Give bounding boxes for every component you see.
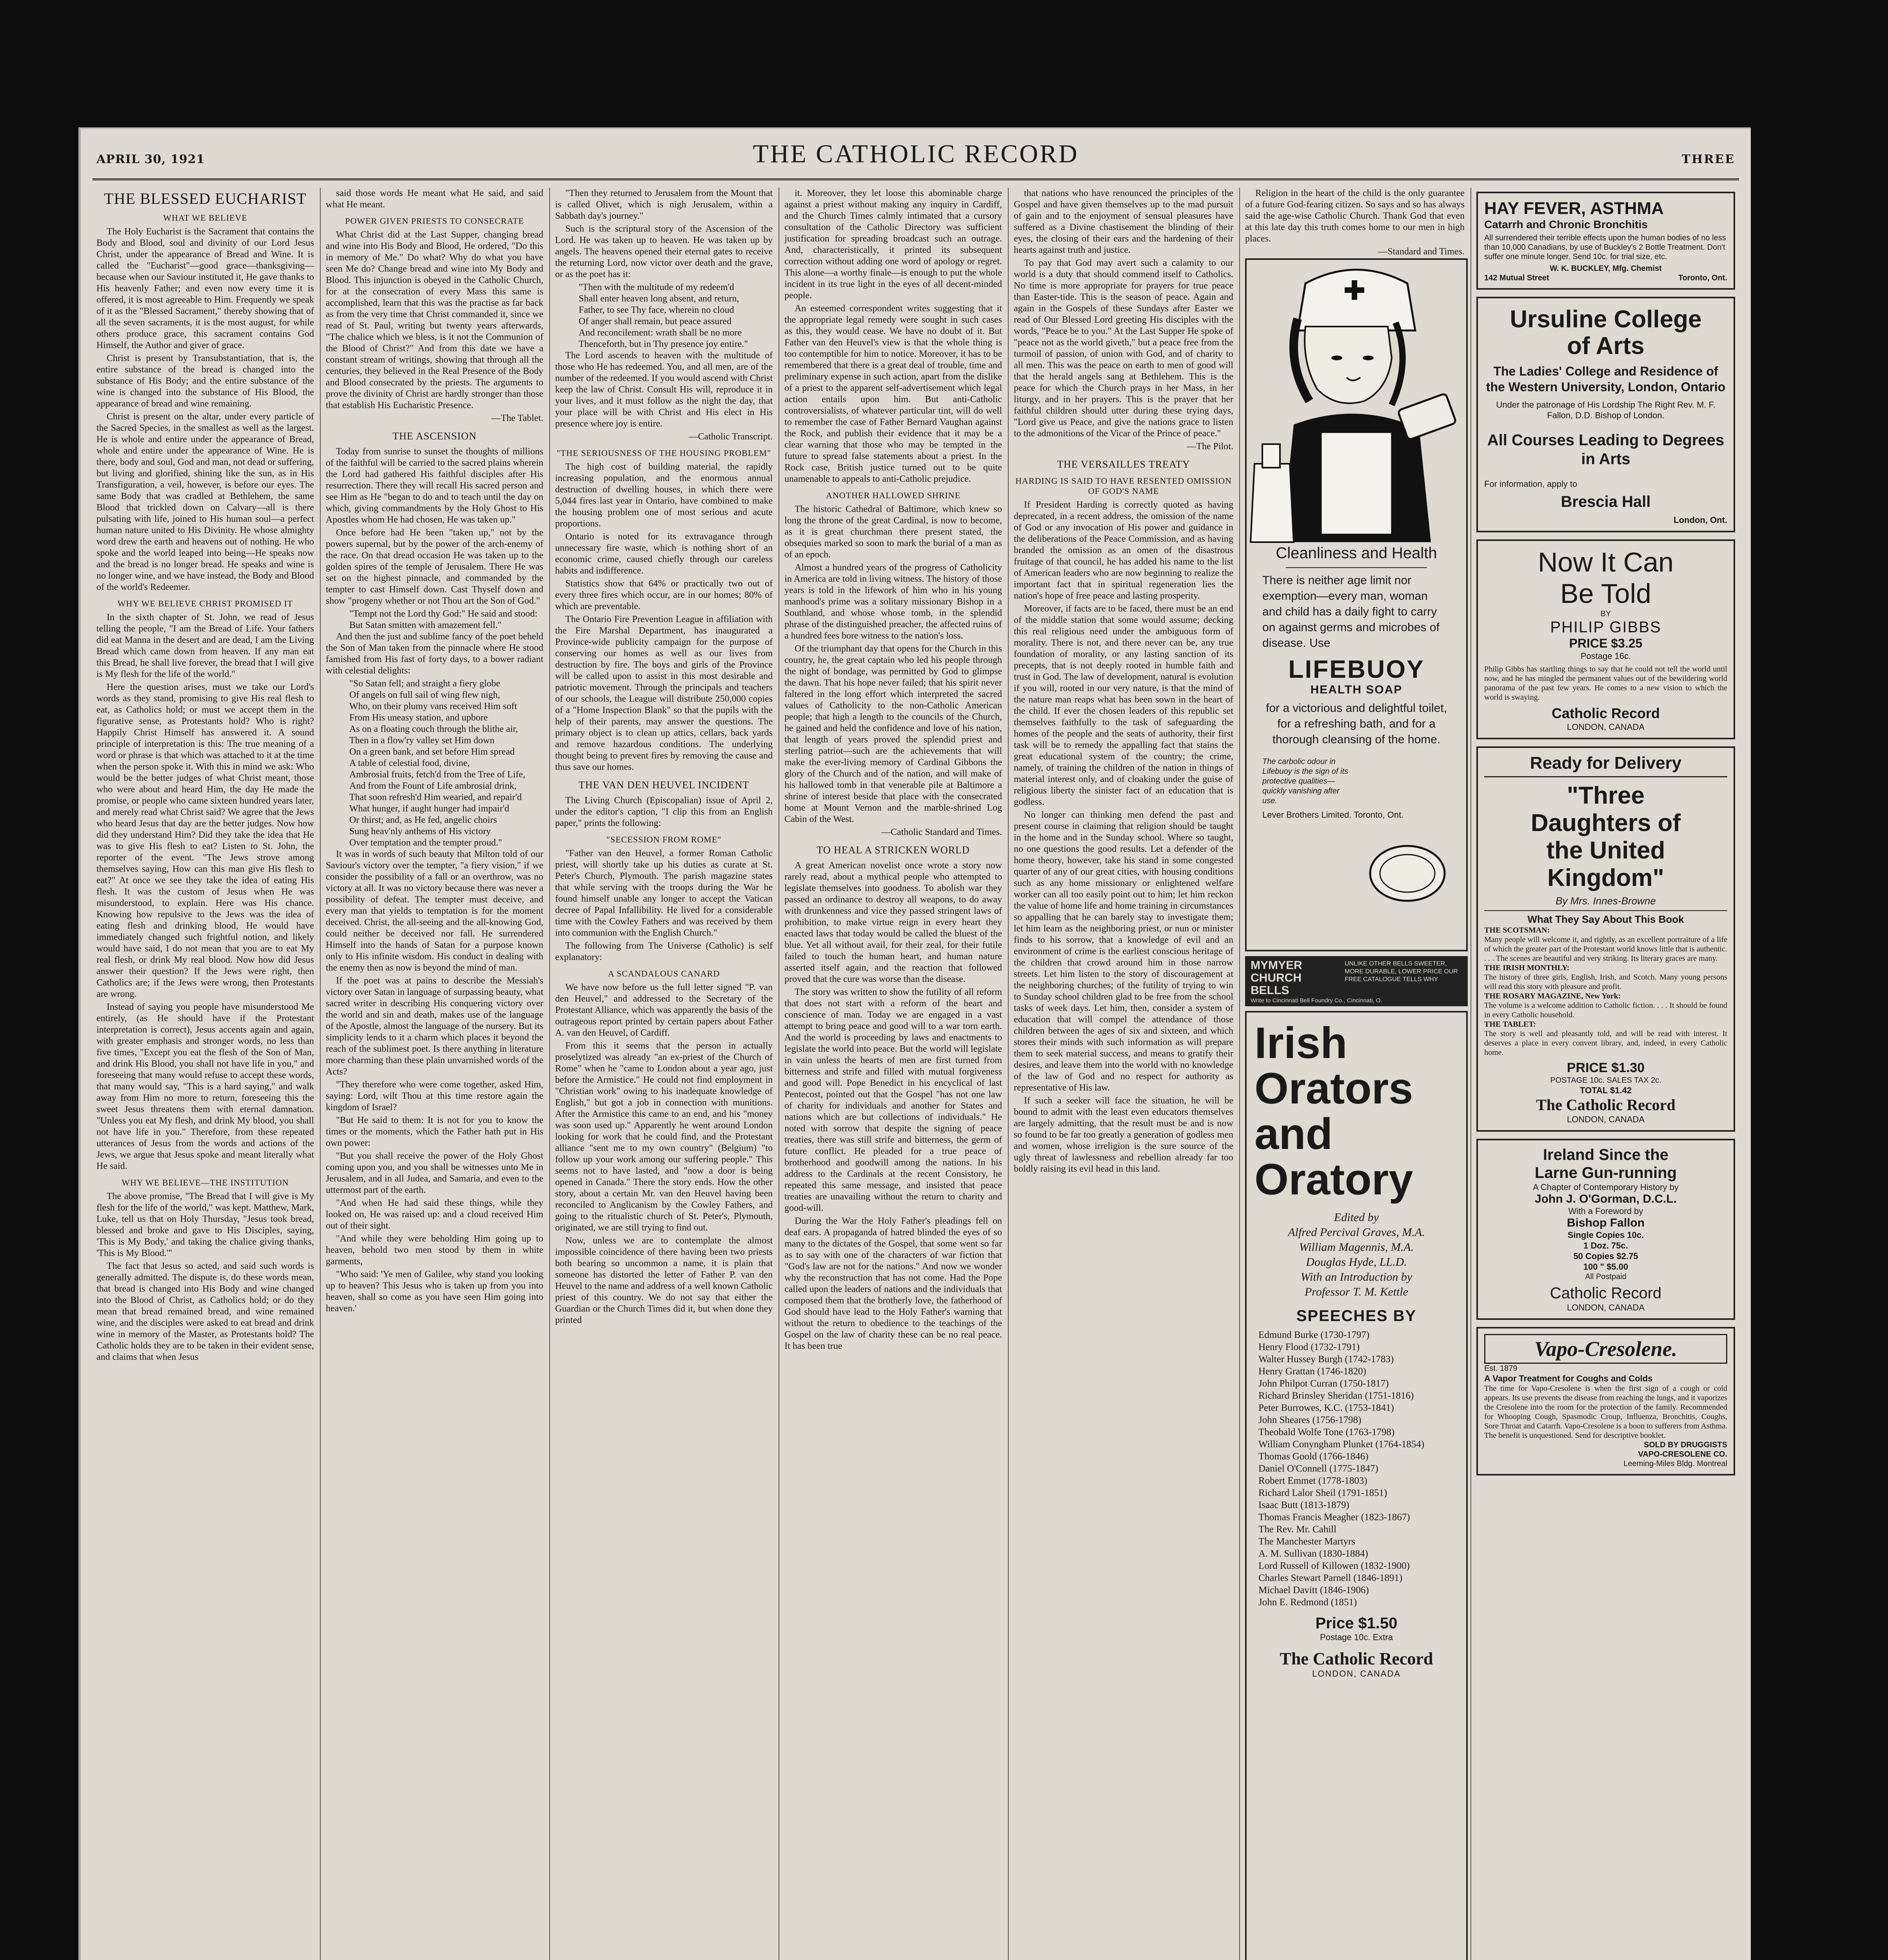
bell-brand-1: MYMYER — [1251, 959, 1302, 972]
editor: William Magennis, M.A. — [1299, 1241, 1414, 1254]
column-6-text — [1245, 188, 1465, 257]
ad-tag: A Vapor Treatment for Coughs and Colds — [1484, 1374, 1653, 1383]
verse-line: "Tempt not the Lord thy God:" He said and stood: — [349, 609, 537, 619]
ad-sub: The Ladies' College and Residence of the Western University, London, Ontario — [1486, 364, 1726, 394]
review-source: THE TABLET: — [1484, 1020, 1536, 1029]
subhead: A SCANDALOUS CANARD — [608, 969, 720, 978]
issue-date: APRIL 30, 1921 — [96, 152, 205, 166]
speech-author: William Conyngham Plunket (1764-1854) — [1258, 1439, 1425, 1450]
column-divider — [1470, 188, 1471, 1960]
verse-line: Of anger shall remain, but peace assured — [579, 316, 732, 327]
subhead: WHAT WE BELIEVE — [163, 213, 247, 223]
ad-title: the United — [1546, 837, 1665, 864]
verse-line: Ambrosial fruits, fetch'd from the Tree of Life, — [349, 769, 525, 780]
paragraph: "Father van den Heuvel, a former Roman Catholic priest, will shortly take up his duties as curate at St. Peter's Church, Plymouth. The parish magazine states that while serving with the troops during the War he found himself unable any longer to accept the Vatican decree of Papal Infallibility. He lived for a considerable time with the Cowley Fathers and was received by them into communion with the English Church." — [555, 848, 773, 938]
paragraph: Moreover, if facts are to be faced, there must be an end of the middle station that some would assume; decking this real religious need under the ambiguous form of morality. There is not, and there never can be, any true foundation of morality, or any lasting sanction of its precepts, that is not deeply rooted in humble faith and trust in God. The law of development, natural is evolution if you will, rooted in our very nature, is that the mind of the nature man reaps what has been sown in the heart of the child. If ever the chosen leaders of this republic set themselves faithfully to the task of safeguarding the homes of the people and the seats of authority, their first task will be to remedy the appalling fact that stains the great educational system of the country; the crime, namely, of training the children of the nation in things of material interest only, and of cloaking under the guise of religious liberty the sinister fact of an education that is godless. — [1014, 604, 1233, 807]
paragraph: The Living Church (Episcopalian) issue of April 2, under the editor's caption, "I clip this from an English paper," prints the following: — [555, 795, 773, 828]
subhead: WHY WE BELIEVE CHRIST PROMISED IT — [117, 599, 293, 608]
ad-title: HAY FEVER, ASTHMA — [1484, 199, 1664, 218]
ad-title: of Arts — [1567, 332, 1645, 359]
speech-author: Edmund Burke (1730-1797) — [1258, 1330, 1370, 1340]
soap-cake-icon — [1368, 844, 1447, 903]
title-line: and — [1254, 1109, 1333, 1158]
paragraph: The historic Cathedral of Baltimore, which knew so long the throne of the great Cardinal, is now to become, as it is great churchman there present stated, the obsequies marked so soon to mark the burial of a man as of an epoch. — [784, 504, 1002, 560]
paragraph: Statistics show that 64% or practically two out of every three fires which occur, are in our homes; 80% of which are preventable. — [555, 579, 773, 612]
verse-line: "So Satan fell; and straight a fiery globe — [349, 679, 501, 689]
paragraph: Once before had He been "taken up," not by the powers supernal, but by the power of the arch-enemy of the race. On that dread occasion He was taken up to the golden spires of the temple of Jerusalem. There He was set on the highest pinnacle, and commanded by the tempter to cast Himself down. Cast Thyself down and show "progeny whether or not Thou art the Son of God." — [326, 528, 543, 606]
intro-author: Professor T. M. Kettle — [1304, 1285, 1409, 1298]
verse-line: Thenceforth, but in Thy presence joy entire." — [579, 339, 748, 349]
vapo-cresolene-ad — [1476, 1327, 1735, 1475]
paragraph: What Christ did at the Last Supper, changing bread and wine into His Body and Blood, He ordered, "Do this in memory of Me." Do what? Why do what you have seen Me do? Change bread and wine into My Body and Blood. This injunction is obeyed in the Catholic Church, for at the consecration of every Mass this same is accomplished, learn that this was the practise as far back as from the very time that Christ commanded it, since we read of St. Paul, writing but twenty years afterwards, "The chalice which we bless, is it not the Communion of the Blood of Christ?" And from this date we have a constant stream of writings, showing that through all the centuries, they believed in the Real Presence of the Body and Blood consecrated by the priests. The arguments to prove the divinity of Christ are hardly stronger than those that establish His Eucharistic Presence. — [326, 230, 543, 410]
postage: Postage 10c. Extra — [1320, 1632, 1393, 1642]
irish-orators-ad — [1245, 1011, 1468, 1960]
ad-author: John J. O'Gorman, D.C.L. — [1534, 1192, 1677, 1205]
ad-title: Larne Gun-running — [1534, 1164, 1677, 1181]
paragraph: It was in words of such beauty that Milton told of our Saviour's victory over the tempter, "a fiery vision," if we consider the possibility of a fall or an overthrow, was no victory at all. It was no victory because there was never a possibility of defeat. The tempter must deceive, and every man that yields to temptation is for the moment deceived. Christ, the all-seeing and the all-knowing God, could neither be deceived nor fall. He surrendered Himself into the hands of Satan for a purpose known only to His infinite wisdom. His conduct in dealing with the enemy then as now is beyond the mind of man. — [326, 849, 543, 973]
paragraph: The following from The Universe (Catholic) is self explanatory: — [555, 941, 773, 962]
speech-author: Robert Emmet (1778-1803) — [1258, 1475, 1367, 1486]
page-number: THREE — [1681, 152, 1735, 166]
ad-sub: Catarrh and Chronic Bronchitis — [1484, 218, 1648, 230]
bell-brand-2: CHURCH — [1251, 971, 1302, 984]
article-title-heal-world: TO HEAL A STRICKEN WORLD — [817, 844, 970, 856]
title-line: Oratory — [1254, 1155, 1413, 1204]
speeches-heading: SPEECHES BY — [1296, 1307, 1417, 1325]
ad-by: BY — [1600, 610, 1611, 618]
column-2 — [326, 188, 543, 1960]
paragraph: The high cost of building material, the rapidly increasing population, and the enormous annual destruction of dwelling houses, in which there were 5,044 fires last year in Ontario, have combined to make the housing problem one of most serious and acute proportions. — [555, 462, 773, 529]
paragraph: The Ontario Fire Prevention League in affiliation with the Fire Marshal Department, has inaugurated a Province-wide publicity campaign for the purpose of conserving our homes as well as our lives from destruction by fire. The boys and girls of the Province will be called upon to assist in this most desirable and patriotic movement. Through the principals and teachers of our schools, the League will distribute 250,000 copies of a "Home Inspection Blank" so that the pupils with the help of their parents, may answer the questions. The primary object is to clean up attics, cellars, back yards and remove hazardous conditions. The underlying thought being to prevent fires by removing the cause and thus save our homes. — [555, 614, 773, 772]
speech-author: Theobald Wolfe Tone (1763-1798) — [1258, 1427, 1395, 1437]
source-credit: —Standard and Times. — [1378, 247, 1465, 257]
price: Price $1.50 — [1315, 1615, 1398, 1632]
ad-maker: W. K. BUCKLEY, Mfg. Chemist — [1550, 264, 1662, 273]
brand-name: LIFEBUOY — [1288, 655, 1425, 683]
speech-author: John Philpot Curran (1750-1817) — [1258, 1378, 1389, 1389]
speech-author: Thomas Francis Meagher (1823-1867) — [1258, 1512, 1410, 1523]
article-title-versailles: THE VERSAILLES TREATY — [1057, 459, 1190, 470]
speech-author: Walter Hussey Burgh (1742-1783) — [1258, 1354, 1394, 1365]
speech-author: Charles Stewart Parnell (1846-1891) — [1258, 1573, 1403, 1583]
gibbs-book-ad — [1476, 539, 1735, 739]
paragraph: Christ is present on the altar, under every particle of the Sacred Species, in the smallest as well as the largest. He is whole and entire under the appearance of Bread, whole and entire under the appearance of Wine. He is there, body and soul, God and man, not dead or suffering, but living and glorified, shining like the sun, as in His Transfiguration, a veil, however, is before our eyes. The same Body that was cradled at Bethlehem, the same Blood that trickled down on Calvary—all is there pulsating with life, joined to His human soul—a perfect human nature united to His Divinity. He whose almighty word drew the earth and heavens out of nothing. He who spoke and the world leaped into being—He speaks now and the bread is no longer bread. He speaks and wine is no longer wine, and we have instead, the Body and Blood of the world's Redeemer. — [96, 412, 314, 592]
brand-sub: HEALTH SOAP — [1310, 683, 1403, 696]
speech-author: A. M. Sullivan (1830-1884) — [1258, 1548, 1368, 1559]
paragraph: If the poet was at pains to describe the Messiah's victory over Satan in language of surpassing beauty, what sacred writer in describing His conquering victory over the world and sin and death, makes use of the language of the Apostle, almost the language of the nursery. But its simplicity lends to it a charm which places it beyond the reach of the sublimest poet. Is there anything in literature more charming than these plain unvarnished words of the Acts? — [326, 976, 543, 1077]
paragraph: A great American novelist once wrote a story now rarely read, about a mythical people who attempted to legislate themselves into goodness. To abolish war they passed an ordinance to destroy all weapons, to do away with drunkenness and vice they passed stringent laws of prohibition, to make virtue reign in every heart they enacted laws that today would be called the bluest of the blue. Yet all without avail, for their zeal, for their futile failed to touch the human heart, and human nature asserted itself again, and the reaction that followed proved that the cure was worse than the disease. — [784, 860, 1002, 984]
brand-name: Vapo-Cresolene. — [1484, 1334, 1727, 1364]
ad-fine-print: The carbolic odour in Lifebuoy is the sign of its protective qualities—quickly vanishing after use. — [1262, 757, 1349, 805]
verse-line: Who, on their plumy vans received Him soft — [349, 701, 517, 711]
paragraph: Of the triumphant day that opens for the Church in this country, he, the great captain who led his people through the night of bondage, was permitted by God to glimpse the dawn. That his hope never failed; that his spirit never faltered in the long effort which interpreted the sacred values of Catholicity to the non-Catholic American people; that high a length to the councils of the Church, he gained and held the confidence and love of his nation, that length of years proved the splendid priest and sterling patriot—such are the achievements that will make the ever-living memory of Cardinal Gibbons the glory of the Church and of the nation, and will make of his hallowed tomb in that venerable pile at Baltimore a shrine of interest beside that place with the consecrated home at Mount Vernon and the marble-shrined Log Cabin of the West. — [784, 644, 1002, 824]
speech-author: Richard Brinsley Sheridan (1751-1816) — [1258, 1390, 1414, 1401]
right-ad-column — [1476, 188, 1735, 1483]
bell-brand-3: BELLS — [1251, 984, 1289, 997]
ad-address: Leeming-Miles Bldg. Montreal — [1623, 1459, 1727, 1468]
ad-price-line: Single Copies 10c. — [1567, 1230, 1644, 1240]
verse-line: And reconcilement: wrath shall be no more — [579, 328, 742, 338]
ad-price: PRICE $3.25 — [1569, 636, 1643, 650]
article-title-ascension: THE ASCENSION — [392, 430, 477, 442]
review-text: The volume is a welcome addition to Catholic fiction. . . . It should be found in every Catholic household. — [1484, 1001, 1727, 1019]
ad-sold: SOLD BY DRUGGISTS — [1644, 1441, 1727, 1449]
masthead: THE CATHOLIC RECORD — [753, 140, 1079, 168]
article-title-housing: "THE SERIOUSNESS OF THE HOUSING PROBLEM" — [556, 448, 772, 458]
source-credit: —The Pilot. — [1187, 441, 1233, 452]
paragraph: To pay that God may avert such a calamity to our world is a duty that should commend itself to Catholics. No time is more appropriate for prayers for true peace than Easter-tide. This is the season of peace. Again and again in the Gospels of these Sundays after Easter we read of Our Blessed Lord greeting His disciples with the words, "Peace be to you." At the Last Supper He spoke of "peace not as the world giveth," but a peace free from the turmoil of passion, of union with God, and of charity to all men. This was the peace on earth to men of good will that the herald angels sang at Bethlehem. This is the peace for which the Church prays in her Mass, in her liturgy, and in her prayers. This is the prayer that her faithful children should utter during these trying days, "Lord give us Peace, and give the nations grace to listen to the admonitions of the Vicar of the Prince of peace." — [1014, 258, 1233, 439]
review-text: Many people will welcome it, and rightly, as an excellent portraiture of a life of which the greater part of the Protestant world knows little that is authentic. . . . The scenes are beautiful and very striking. Its literary graces are many. — [1484, 935, 1727, 963]
article-title-eucharist: THE BLESSED EUCHARIST — [104, 190, 307, 207]
verse-line: Or thirst; and, as He fed, angelic choirs — [349, 815, 497, 825]
paragraph: that nations who have renounced the principles of the Gospel and have given themselves up to the mad pursuit of gain and to the enjoyment of sensual pleasures have suffered as a Divine chastisement the blinding of their eyes, the closing of their ears and the hardening of their hearts against truth and justice. — [1014, 188, 1233, 255]
editor: Alfred Percival Graves, M.A. — [1288, 1226, 1425, 1239]
bell-write: Write to Cincinnati Bell Foundry Co., Cincinnati, O. — [1251, 997, 1382, 1004]
ad-price: PRICE $1.30 — [1567, 1060, 1645, 1075]
ad-price-line: 100 " $5.00 — [1583, 1262, 1628, 1272]
paragraph: "Who said: 'Ye men of Galilee, why stand you looking up to heaven? This Jesus who is taken up from you into heaven, shall so come as you have seen Him going into heaven.' — [326, 1269, 543, 1314]
verse-line: Over temptation and the tempter proud." — [349, 838, 502, 848]
ad-body: All surrendered their terrible effects upon the human bodies of no less than 10,000 Canadians, by use of Buckley's 2 Bottle Treatment. Don't suffer one minute longer. Send 10c. for trial size, etc. — [1484, 234, 1726, 261]
paragraph: "They therefore who were come together, asked Him, saying: Lord, wilt Thou at this time restore again the kingdom of Israel? — [326, 1080, 543, 1112]
speech-author: Richard Lalor Sheil (1791-1851) — [1258, 1488, 1387, 1498]
verse-line: But Satan smitten with amazement fell." — [349, 620, 502, 630]
paragraph: The fact that Jesus so acted, and said such words is generally admitted. The dispute is, do these words mean, that bread is changed into His Body and wine changed into the Blood of Christ, as Catholics hold; or do they mean that bread remained bread, and wine remained wine, and the disciples were asked to eat bread and drink wine in memory of the Master, as Protestants hold? The Catholic holds they are to be taken in their evident sense, and claims that when Jesus — [96, 1261, 314, 1362]
ad-title: Ursuline College — [1510, 306, 1702, 333]
subhead: POWER GIVEN PRIESTS TO CONSECRATE — [345, 216, 524, 226]
ad-body: There is neither age limit nor exemption—every man, woman and child has a daily fight to carry on against germs and microbes of disease. Use — [1262, 574, 1440, 650]
subhead: WHY WE BELIEVE—THE INSTITUTION — [122, 1178, 289, 1187]
lifebuoy-ad — [1245, 258, 1468, 951]
title-line: Orators — [1254, 1064, 1413, 1113]
paragraph: "But you shall receive the power of the Holy Ghost coming upon you, and you shall be witnesses unto Me in Jerusalem, and in all Judea, and Samaria, and even to the uttermost part of the earth. — [326, 1151, 543, 1195]
verse-line: As on a floating couch through the blithe air, — [349, 724, 518, 734]
ad-body: Philip Gibbs has startling things to say that he could not tell the world until now, and he has mingled the permanent values out of the bewildering world panorama of the past few years. He comes to a new vision to which the world is swaying. — [1484, 665, 1727, 702]
paragraph: In the sixth chapter of St. John, we read of Jesus telling the people, "I am the Bread of Life. Your fathers did eat Manna in the desert and are dead, I am the Living Bread which came down from heaven. If any man eat this Bread, he shall live forever, the bread that I will give is My flesh for the life of the world." — [96, 612, 314, 679]
bell-brand — [1251, 959, 1302, 997]
ad-title: Ireland Since the — [1543, 1146, 1669, 1163]
ad-est: Est. 1879 — [1484, 1364, 1518, 1373]
article-title-shrine: ANOTHER HALLOWED SHRINE — [826, 490, 961, 500]
editor: Douglas Hyde, LL.D. — [1306, 1256, 1407, 1269]
paragraph: The Holy Eucharist is the Sacrament that contains the Body and Blood, soul and divinity of our Lord Jesus Christ, under the appearance of Bread and Wine. It is called the "Eucharist"—good grace—thanksgiving—because when our Saviour instituted it, He gave thanks to His heavenly Father; and even now every time it is offered, it is most agreeable to Him. Frequently we speak of it as the "Blessed Sacrament," thereby showing that of all the seven sacraments, it is the most august, for while others produce grace, this sacrament contains God Himself, the Author and giver of grace. — [96, 227, 314, 350]
verse-line: Father, to see Thy face, wherein no cloud — [579, 305, 734, 315]
ad-postage: Postage 16c. — [1580, 651, 1631, 661]
ad-publisher: Catholic Record — [1550, 1285, 1662, 1302]
book-title — [1247, 1013, 1466, 1202]
speech-author: Thomas Goold (1766-1846) — [1258, 1451, 1369, 1462]
verse-line: From His uneasy station, and upbore — [349, 713, 488, 723]
column-1 — [96, 188, 314, 1960]
column-3 — [555, 188, 773, 1960]
paragraph: said those words He meant what He said, and said what He meant. — [326, 188, 543, 210]
ad-postpaid: All Postpaid — [1585, 1272, 1627, 1281]
paragraph: Such is the scriptural story of the Ascension of the Lord. He was taken up to heaven. He was taken up by angels. The heavens opened their eternal gates to receive the returning Lord, now victor over death and the grave, or as the poet has it: — [555, 224, 773, 279]
ad-price-line: 1 Doz. 75c. — [1583, 1241, 1628, 1250]
subhead: "SECESSION FROM ROME" — [606, 835, 722, 844]
ad-title: Cleanliness and Health — [1276, 544, 1437, 562]
page-header — [81, 136, 1751, 175]
paragraph: If President Harding is correctly quoted as having deprecated, in a recent address, the omission of the name of God or any invocation of His power and guidance in the deliberations of the Peace Commission, and as having branded the omission as an omen of the disastrous fruitage of that council, he has added his name to the list of American leaders who are now beginning to realize the important fact that in spiritual regeneration lies the nation's hope of free peace and lasting prosperity. — [1014, 500, 1233, 601]
paragraph: Now, unless we are to contemplate the almost impossible coincidence of there having been two priests both bearing so uncommon a name, it is plain that someone has distorted the letter of Father P. van den Heuvel to the name and address of a well known Catholic priest of this country. We do not say that either the Guardian or the Church Times did it, but when done they printed — [555, 1236, 773, 1325]
paragraph: "Then they returned to Jerusalem from the Mount that is called Olivet, which is nigh Jerusalem, within a Sabbath day's journey." — [555, 188, 773, 221]
bell-tag: UNLIKE OTHER BELLS SWEETER, MORE DURABLE, LOWER PRICE OUR FREE CATALOGUE TELLS WHY — [1345, 960, 1458, 983]
verse-line: Of angels on full sail of wing flew nigh, — [349, 690, 500, 700]
paragraph: The Lord ascends to heaven with the multitude of those who He has redeemed. You, and all men, are of the number of the redeemed. If you would ascend with Christ keep the law of Christ. Consult His will, reproduce it in your lives, and it must follow as the night the day, that your place will be with Christ and His elect in His presence where joy is entire. — [555, 350, 773, 429]
ad-body-2: for a victorious and delightful toilet, for a refreshing bath, and for a thorough cleansing of the home. — [1266, 702, 1447, 746]
source-credit: —The Tablet. — [491, 413, 543, 423]
intro-by: With an Introduction by — [1300, 1270, 1412, 1283]
publisher-city: LONDON, CANADA — [1312, 1669, 1401, 1679]
ad-publisher: Catholic Record — [1551, 705, 1660, 721]
ursuline-ad — [1476, 297, 1735, 532]
ad-foreword: With a Foreword by — [1568, 1206, 1643, 1216]
ad-address: 142 Mutual Street — [1484, 274, 1549, 282]
title-line: Irish — [1254, 1018, 1347, 1067]
review-text: The history of three girls, English, Irish, and Scotch. Many young persons will read this story with pleasure and profit. — [1484, 973, 1727, 991]
ad-city: Toronto, Ont. — [1678, 274, 1727, 282]
verse-line: On a green bank, and set before Him spread — [349, 747, 515, 757]
paragraph: From this it seems that the person in actually proselytized was already "an ex-priest of the Church of Rome" when he "came to London about a year ago, just before the Armistice." He could not find employment in "Christian work" owing to his inadequate knowledge of English," but got a job in connection with munitions. After the Armistice this came to an end, and his "money was soon used up." Apparently he went around London looking for work that he could find, and the Protestant alliance "sent me to my own country" (Belgium) "to follow up your work among our suffering people." This seems not to have lasted, and "now a door is being opened in Canada." There the story ends. How the other story, about a certain Mr. van den Heuvel having been reconciled to Anglicanism by the Cowley Fathers, and going to the ritualistic church of St. Peter's, Plymouth, originated, we are still trying to find out. — [555, 1041, 773, 1233]
ad-publisher: The Catholic Record — [1536, 1096, 1676, 1114]
paragraph: No longer can thinking men defend the past and present course in claiming that religion should be taught in the home and in the Sunday school. Where so taught, no one questions the good results. Let a defender of the home theory, however, take his stand in some congested quarter of any of our great cities, with housing conditions such as any home missionary or enlightened welfare worker can all too easily point out to him; let him reckon the value of home life and home training in circumstances so appalling that he can barely stay to investigate them; let him learn as the neighboring priest, or nun or minister finds to his sorrow, that a knowledge of evil and an environment of crime is the earliest conscious heritage of the children that crowd around him in those narrow streets. Let him listen to the story of discouragement at the neighboring churches; of the futility of trying to win to Sunday school children glad to be free from the school tasks of week days. Let him, then, consider a system of education that will compel the attendance of those children between the ages of six and sixteen, and which stores their minds with such information as will prepare them to seek material success, and means to gratify their desires, and leave them into the world with no knowledge of the law of God and no respect for authority as representative of His law. — [1014, 810, 1233, 1093]
paragraph: During the War the Holy Father's pleadings fell on deaf ears. A propaganda of hatred blinded the eyes of so many to the dictates of the Gospel, that some went so far as to say with one of the characters of war fiction that "God's law are not for the nations." And now we wonder why the reconstruction that has not come. Had the Pope called upon the leaders of nations and the individuals that composed them that the brotherly love, the fatherhood of God should have lead to the Holy Father's warning that without the return to obedience to the teachings of the Gospel on the law of charity these can be no real peace. It has been true — [784, 1216, 1002, 1351]
speech-list — [1247, 1329, 1466, 1608]
hay-fever-ad — [1476, 192, 1735, 290]
speech-author: Henry Flood (1732-1791) — [1258, 1342, 1360, 1352]
verse-line: Then in a flow'ry valley set Him down — [349, 735, 495, 746]
speech-author: Daniel O'Connell (1775-1847) — [1258, 1463, 1378, 1474]
daughters-book-ad — [1476, 746, 1735, 1132]
subhead: HARDING IS SAID TO HAVE RESENTED OMISSION OF GOD'S NAME — [1015, 476, 1232, 496]
ad-author: PHILIP GIBBS — [1550, 619, 1661, 636]
ad-title: Daughters of — [1530, 809, 1681, 837]
ad-city: London, Ont. — [1674, 515, 1727, 525]
paragraph: Religion in the heart of the child is the only guarantee of a future God-fearing citizen. So says and so has always said the age-wise Catholic Church. Thank God that even at this late day this truth comes home to our men in high places. — [1245, 188, 1465, 244]
ad-foreword-author: Bishop Fallon — [1567, 1216, 1645, 1229]
paragraph: Ontario is noted for its extravagance through unnecessary fire waste, which is nothing short of an economic crime, caused chiefly through our careless habits and indifference. — [555, 532, 773, 576]
bell-ad — [1245, 956, 1468, 1006]
paragraph: it. Moreover, they let loose this abominable charge against a priest without making any inquiry in Cardiff, and the Church Times calmly intimated that a cursory consultation of the Catholic Directory was sufficient justification for spreading broadcast such an outrage. And, characteristically, it printed its subsequent correction without adding one word of apology or regret. This alone—a worthy finale—is enough to put the whole incident in its true light in the eyes of all decent-minded people. — [784, 188, 1002, 301]
ad-city: LONDON, CANADA — [1567, 1303, 1645, 1312]
ad-maker: VAPO-CRESOLENE CO. — [1638, 1450, 1727, 1459]
ad-sub: A Chapter of Contemporary History by — [1533, 1182, 1679, 1192]
paragraph: The above promise, "The Bread that I will give is My flesh for the life of the world," was kept. Matthew, Mark, Luke, tell us that on Holy Thursday, "Jesus took bread, blessed and broke and gave to His Disciples, saying, 'This is My Body,' and taking the chalice giving thanks, 'This is My Blood.'" — [96, 1191, 314, 1258]
ad-postage: POSTAGE 10c. SALES TAX 2c. — [1550, 1076, 1661, 1085]
paragraph: Instead of saying you people have misunderstood Me entirely, (as He should have if the Protestant interpretation is correct), Jesus accents again and again, with greater emphasis and stronger words, no less than five times, "Except you eat the flesh of the Son of Man, and drink His Blood, you shall not have life in you," and foreseeing that many would refuse to accept these words, that many would say, "This is a hard saying," and walk away from Him no more to return, foreseeing this the sweet Jesus threatens them with eternal damnation. "Unless you eat My flesh, and drink My blood, you shall not have life in you." Therefore, from these repeated utterances of Jesus from the words and actions of the Jews, we argue that Jesus spoke and meant literally what He said. — [96, 1002, 314, 1171]
newspaper-page — [78, 127, 1751, 1960]
speech-author: Michael Davitt (1846-1906) — [1258, 1585, 1369, 1595]
paragraph: Christ is present by Transubstantiation, that is, the entire substance of the bread is changed into the substance of His Body; and the entire substance of the wine is changed into the substance of His Blood, the appearance of bread and wine remaining. — [96, 353, 314, 409]
review-text: The story is well and pleasantly told, and will be read with interest. It deserves a place in every convent library, and, indeed, in every Catholic home. — [1484, 1029, 1727, 1057]
speech-author: The Manchester Martyrs — [1258, 1536, 1356, 1547]
ad-maker: Lever Brothers Limited. Toronto, Ont. — [1262, 810, 1404, 820]
paragraph: Here the question arises, must we take our Lord's words as they stand, promising to give His real flesh to eat, as Catholics hold; or must we accept them in the figurative sense, as Protestants hold? Who is right? Happily Christ Himself has answered it. A sound principle of interpretation is this: The true meaning of a word or phrase is that which was attached to it at the time when the person spoke it. With this in mind we ask: Who would be the better judges of what Christ meant, those who were about and heard Him, the day He made the promise, or people who came sixteen hundred years later, and merely read what Christ said? We agree that the Jews who heard Jesus that day are the better judges. Now how did they understand Him? Did they take the idea that He was to give His flesh to eat? Listen to St. John, the reporter of the event. "The Jews strove among themselves saying, How can this man give His flesh to eat?" At once we see they take the idea of eating His flesh. It was the custom of Jesus when He was misunderstood, to explain. Here was His chance. Knowing how repulsive to the Jews was the idea of eating flesh and drinking blood, He would have immediately changed such frightful notion, and likely would have said, I do not mean that you are to eat My real flesh, or drink My real blood. Now how did Jesus answer their question? If the Jews were right, then Catholics are; if the Jews were wrong, then Protestants are wrong. — [96, 682, 314, 999]
source-credit: —Catholic Transcript. — [688, 432, 773, 442]
ad-city: LONDON, CANADA — [1567, 722, 1645, 732]
verse-line: That soon refresh'd Him wearied, and repair'd — [349, 792, 522, 802]
verse-line: Shall enter heaven long absent, and return, — [579, 294, 739, 304]
column-divider — [1008, 188, 1009, 1960]
column-divider — [320, 188, 321, 1960]
verse-line: A table of celestial food, divine, — [349, 758, 470, 768]
paragraph: If such a seeker will face the situation, he will be bound to admit with the least even educators themselves are largely admitting, that the result must be and is now so found to be far too greatly a generation of godless men and women, whose irreligion is the sure source of the ugly threat of lawlessness and rebellion already far too boldly raising its evil head in this land. — [1014, 1096, 1233, 1174]
column-4 — [784, 188, 1002, 1960]
ad-title: Be Told — [1560, 578, 1652, 609]
ad-ready: Ready for Delivery — [1484, 753, 1727, 777]
ad-body: The time for Vapo-Cresolene is when the first sign of a cough or cold appears. Its use prevents the disease from reaching the lungs, and it vaporizes the Cresolene into the room for the protection of the family. Recommended for Whooping Cough, Spasmodic Croup, Influenza, Bronchitis, Coughs, Sore Throat and Catarrh. Vapo-Cresolene is a boon to sufferers from Asthma. The benefit is unquestioned. Send for descriptive booklet. — [1484, 1384, 1727, 1440]
ad-hall: Brescia Hall — [1561, 493, 1651, 510]
speech-author: Henry Grattan (1746-1820) — [1258, 1366, 1366, 1377]
ad-title: Kingdom" — [1547, 864, 1664, 891]
review-source: THE IRISH MONTHLY: — [1484, 964, 1570, 972]
ad-patron: Under the patronage of His Lordship The Right Rev. M. F. Fallon, D.D. Bishop of London. — [1496, 400, 1716, 420]
paragraph: And then the just and sublime fancy of the poet beheld the Son of Man taken from the pinnacle where He stood famished from His fast of forty days, to a bower radiant with celestial delights: — [326, 632, 543, 676]
ad-courses: All Courses Leading to Degrees in Arts — [1487, 432, 1725, 468]
paragraph: "And while they were beholding Him going up to heaven, behold two men stood by them in white garments, — [326, 1234, 543, 1267]
publisher: The Catholic Record — [1280, 1649, 1433, 1668]
speech-author: John Sheares (1756-1798) — [1258, 1415, 1362, 1425]
paragraph: Almost a hundred years of the progress of Catholicity in America are told in living witness. The history of those years is told in the lifework of him who in his young manhood's prime was a solitary missionary Bishop in a Southland, and whose whose tomb, in the splendid phrase of the distinguished preacher, the affected ruins of a hundred fees bore witness to the nation's loss. — [784, 563, 1002, 641]
column-divider — [1239, 188, 1240, 1960]
ad-total: TOTAL $1.42 — [1579, 1085, 1632, 1095]
verse-line: And from the Fount of Life ambrosial drink, — [349, 781, 517, 791]
ad-author: By Mrs. Innes-Browne — [1556, 895, 1656, 907]
article-title-van-den-heuvel: THE VAN DEN HEUVEL INCIDENT — [578, 779, 750, 791]
ad-info: For information, apply to — [1484, 479, 1578, 489]
column-5 — [1014, 188, 1233, 1960]
edited-by: Edited by — [1334, 1211, 1379, 1224]
ad-reviews-heading: What They Say About This Book — [1484, 910, 1727, 926]
nurse-illustration — [1247, 260, 1466, 542]
paragraph: The story was written to show the futility of all reform that does not start with a reform of the heart and conscience of man. Today we are engaged in a vast attempt to bring peace and good will to a war torn earth. And the world is proceeding by laws and enactments to legislate the world into peace. But the world will legislate in vain unless the hearts of men are first turned from bitterness and strife and filled with mutual forgiveness and good will. Pope Benedict in his encyclical of last Pentecost, pointed out that the Gospel "has not one law of charity for individuals and another for States and nations which are but collections of individuals." He noted with sorrow that despite the signing of peace treaties, there was still strife and bitterness, the germ of future conflict. He pleaded for a true peace of brotherhood and goodwill among the nations. In his address to the Cardinals at the recent Consistory, he repeated this same message, and insisted that peace treaties are unavailing without the return to charity and good-will. — [784, 987, 1002, 1213]
speech-author: Isaac Butt (1813-1879) — [1258, 1500, 1349, 1510]
speech-author: The Rev. Mr. Cahill — [1258, 1524, 1337, 1535]
paragraph: "And when He had said these things, while they looked on, He was raised up: and a cloud received Him out of their sight. — [326, 1198, 543, 1231]
column-divider — [549, 188, 550, 1960]
paragraph: We have now before us the full letter signed "P. van den Heuvel," and addressed to the Secretary of the Protestant Alliance, which was apparently the basis of the outrageous report printed by certain papers about Father A. van den Heuvel, of Cardiff. — [555, 982, 773, 1038]
review-source: THE SCOTSMAN: — [1484, 926, 1550, 935]
ad-price-line: 50 Copies $2.75 — [1573, 1251, 1638, 1261]
header-rule — [93, 178, 1739, 180]
paragraph: "But He said to them: It is not for you to know the times or the moments, which the Father hath put in His own power: — [326, 1115, 543, 1148]
verse-line: What hunger, if aught hunger had impair'd — [349, 804, 509, 814]
ad-title: Now It Can — [1538, 547, 1674, 577]
paragraph: Today from sunrise to sunset the thoughts of millions of the faithful will be carried to the sacred plains wherein the Lord had gathered His faithful disciples after His resurrection. There they will recall His sacred person and see Him as He "began to do and to teach until the day on which, giving commandments by the Holy Ghost to His Apostles whom He had chosen, He was taken up." — [326, 446, 543, 525]
verse-line: "Then with the multitude of my redeem'd — [579, 282, 734, 292]
source-credit: —Catholic Standard and Times. — [881, 827, 1002, 837]
larne-book-ad — [1476, 1139, 1735, 1320]
ad-city: LONDON, CANADA — [1567, 1114, 1645, 1124]
speech-author: Peter Burrowes, K.C. (1753-1841) — [1258, 1403, 1394, 1413]
ad-title: "Three — [1567, 782, 1645, 809]
verse-line: Sung heav'nly anthems of His victory — [349, 826, 491, 837]
speech-author: John E. Redmond (1851) — [1258, 1597, 1357, 1608]
review-source: THE ROSARY MAGAZINE, New York: — [1484, 992, 1621, 1000]
paragraph: An esteemed correspondent writes suggesting that it the appropriate legal remedy were sought in such cases as this, they would cease. We have no doubt of it. But Father van den Heuvel's view is that the whole thing is too contemptible for him to notice. Moreover, it has to be remembered that there is a great deal of trouble, time and preliminary expense in such action, apart from the dislike of a priest to the apparent self-advertisement which legal action entails upon him. But anti-Catholic controversialists, of whatever particular tint, will do well to remember the case of Father Bernard Vaughan against the Rock, and publish their evidence that it may be a clear warning that those who may be tempted in the future to spread false statements about a priest. In the Rock case, British justice turned out to be quite unamenable to appeals to anti-Catholic prejudice. — [784, 303, 1002, 484]
speech-author: Lord Russell of Killowen (1832-1900) — [1258, 1561, 1410, 1571]
